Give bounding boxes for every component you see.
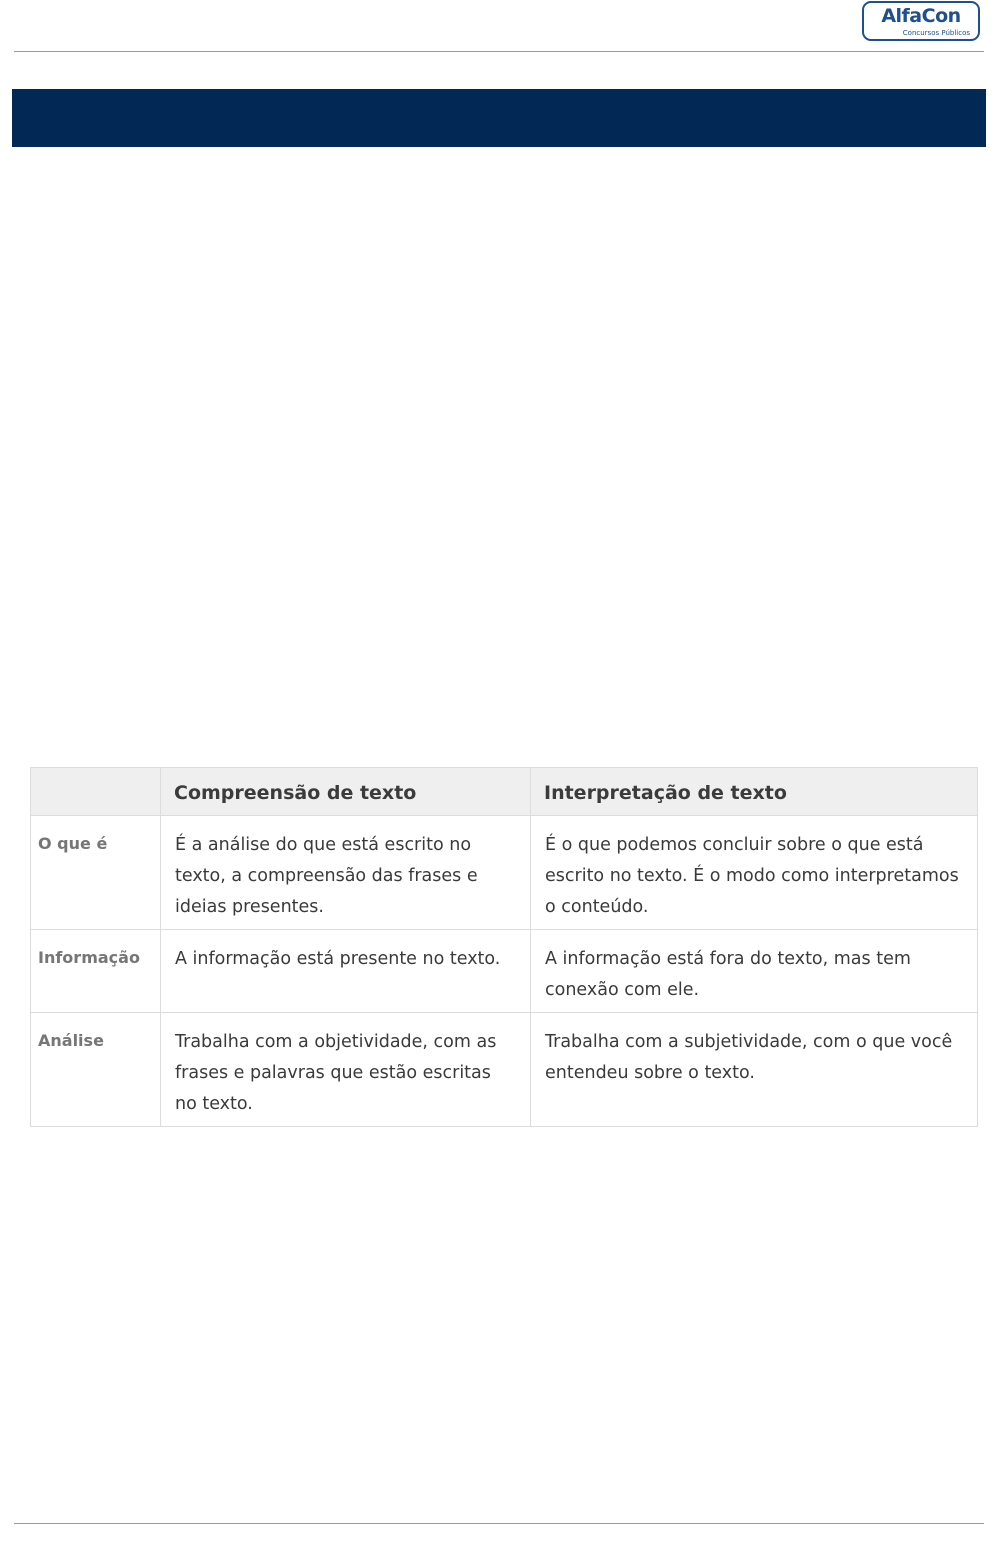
table-cell: Trabalha com a objetividade, com as frases e palavras que estão escritas no texto. [161, 1013, 531, 1127]
table-cell: A informação está presente no texto. [161, 930, 531, 1013]
logo-name: AlfaCon [881, 5, 961, 27]
header-cell-interpretacao: Interpretação de texto [531, 768, 978, 816]
header-cell-empty [31, 768, 161, 816]
row-label: Informação [31, 930, 161, 1013]
table-row [31, 930, 978, 1013]
alfacon-logo [862, 1, 980, 41]
footer-divider [14, 1523, 984, 1524]
table-cell: A informação está fora do texto, mas tem conexão com ele. [531, 930, 978, 1013]
logo-tagline: Concursos Públicos [902, 29, 970, 37]
table-cell: Trabalha com a subjetividade, com o que você entendeu sobre o texto. [531, 1013, 978, 1127]
table-row [31, 816, 978, 930]
table-cell: É a análise do que está escrito no texto, a compreensão das frases e ideias presentes. [161, 816, 531, 930]
row-label: Análise [31, 1013, 161, 1127]
table-cell: É o que podemos concluir sobre o que está escrito no texto. É o modo como interpretamos o conteúdo. [531, 816, 978, 930]
table-header-row [31, 768, 978, 816]
row-label: O que é [31, 816, 161, 930]
header-divider [14, 51, 984, 52]
title-band [12, 89, 986, 147]
header-cell-compreensao: Compreensão de texto [161, 768, 531, 816]
comparison-table [30, 767, 978, 1127]
table-row [31, 1013, 978, 1127]
